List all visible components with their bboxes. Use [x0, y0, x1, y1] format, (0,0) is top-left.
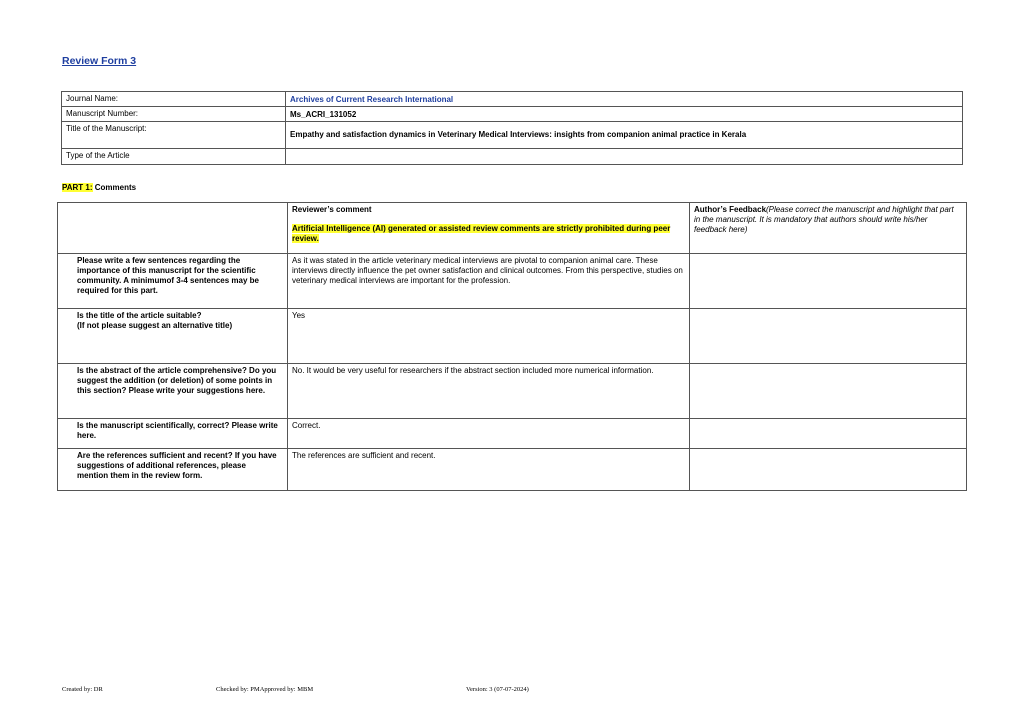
manuscript-number-value: Ms_ACRI_131052	[286, 107, 963, 122]
part1-heading	[62, 183, 136, 192]
table-row	[58, 449, 967, 491]
question-abstract: Is the abstract of the article comprehensive? Do you suggest the addition (or deletion) of some points in this section? Please write your suggestions here.	[58, 364, 288, 419]
comment-abstract[interactable]: No. It would be very useful for researchers if the abstract section included more numerical information.	[288, 364, 690, 419]
author-feedback-instructions: (Please correct the manuscript and highlight that part in the manuscript. It is mandatory that authors should write his/her feedback here)	[694, 205, 954, 234]
author-feedback-header: Author’s Feedback	[694, 205, 767, 214]
part1-label: PART 1:	[62, 183, 93, 192]
ai-prohibition-notice: Artificial Intelligence (AI) generated or assisted review comments are strictly prohibited during peer review.	[292, 224, 671, 243]
article-type-value	[286, 149, 963, 165]
feedback-references[interactable]	[690, 449, 967, 491]
table-row	[58, 254, 967, 309]
comments-table	[57, 202, 967, 491]
journal-value: Archives of Current Research International	[286, 92, 963, 107]
manuscript-number-label: Manuscript Number:	[62, 107, 286, 122]
feedback-scientific[interactable]	[690, 419, 967, 449]
question-importance: Please write a few sentences regarding the importance of this manuscript for the scientific community. A minimumof 3-4 sentences may be required for this part.	[58, 254, 288, 309]
journal-row	[62, 92, 963, 107]
manuscript-title-row	[62, 122, 963, 149]
manuscript-title-label: Title of the Manuscript:	[62, 122, 286, 149]
comment-importance[interactable]: As it was stated in the article veterinary medical interviews are pivotal to companion animal care. These interviews directly influence the pet owner satisfaction and clinical outcomes. From this perspective, studies on veterinary medical interviews are important for the profession.	[288, 254, 690, 309]
part1-title: Comments	[94, 183, 137, 192]
table-row	[58, 364, 967, 419]
comments-header-row	[58, 203, 967, 254]
footer-checked-by: Checked by: PMApproved by: MBM	[216, 686, 314, 693]
question-scientific: Is the manuscript scientifically, correct? Please write here.	[58, 419, 288, 449]
feedback-title[interactable]	[690, 309, 967, 364]
author-feedback-header-cell	[690, 203, 967, 254]
manuscript-title-value: Empathy and satisfaction dynamics in Veterinary Medical Interviews: insights from companion animal practice in Kerala	[286, 122, 963, 149]
manuscript-number-row	[62, 107, 963, 122]
footer-version: Version: 3 (07-07-2024)	[466, 686, 529, 693]
header-empty-cell	[58, 203, 288, 254]
journal-label: Journal Name:	[62, 92, 286, 107]
footer-created-by: Created by: DR	[62, 686, 103, 693]
table-row	[58, 309, 967, 364]
article-type-row	[62, 149, 963, 165]
feedback-abstract[interactable]	[690, 364, 967, 419]
question-title: Is the title of the article suitable? (If not please suggest an alternative title)	[58, 309, 288, 364]
comment-scientific[interactable]: Correct.	[288, 419, 690, 449]
feedback-importance[interactable]	[690, 254, 967, 309]
form-title[interactable]: Review Form 3	[62, 55, 137, 67]
comment-title[interactable]: Yes	[288, 309, 690, 364]
reviewer-header-cell	[288, 203, 690, 254]
reviewer-comment-header: Reviewer’s comment	[292, 205, 372, 214]
question-references: Are the references sufficient and recent? If you have suggestions of additional references, please mention them in the review form.	[58, 449, 288, 491]
article-type-label: Type of the Article	[62, 149, 286, 165]
manuscript-info-table	[61, 91, 963, 165]
comment-references[interactable]: The references are sufficient and recent.	[288, 449, 690, 491]
table-row	[58, 419, 967, 449]
